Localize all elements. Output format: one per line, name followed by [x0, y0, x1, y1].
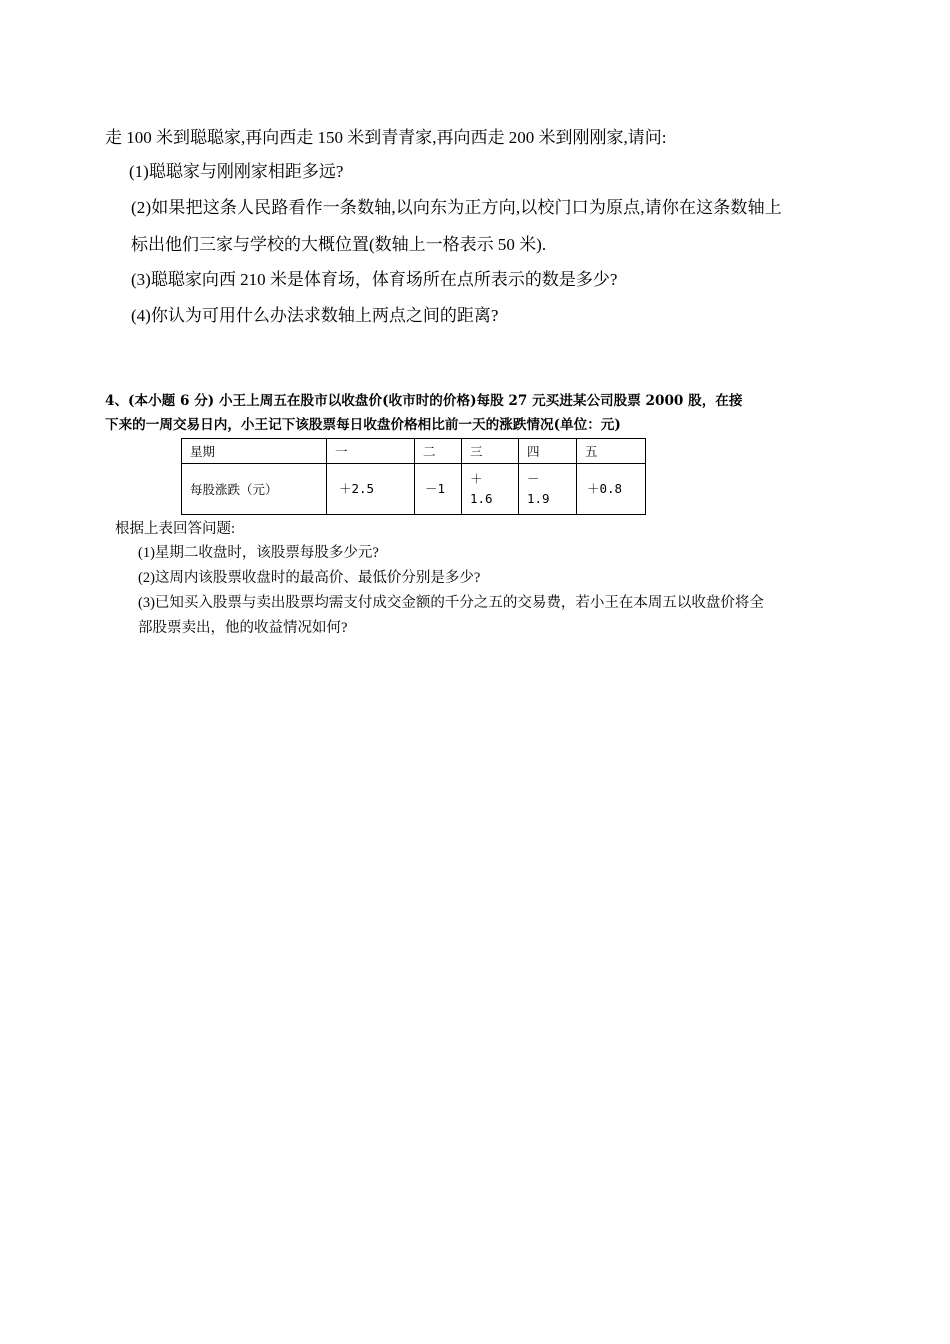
table-row-label: 每股涨跌（元）: [182, 464, 327, 515]
table-row: [182, 464, 646, 515]
problem-4-q3-line2: 部股票卖出，他的收益情况如何?: [138, 620, 348, 636]
problem-4-stem-line1: 4、(本小题 6 分) 小王上周五在股市以收盘价(收市时的价格)每股 27 元买进某公司股票 2000 股，在接: [105, 393, 743, 409]
cell-value-top: ＋: [470, 471, 483, 486]
problem-3-intro: 走 100 米到聪聪家,再向西走 150 米到青青家,再向西走 200 米到刚刚家,请问:: [105, 128, 667, 147]
problem-3-q4: (4)你认为可用什么办法求数轴上两点之间的距离?: [131, 306, 499, 325]
table-header-cell: 五: [577, 439, 646, 464]
table-header-row: [182, 439, 646, 464]
table-cell: [327, 464, 415, 515]
problem-4-lead: 根据上表回答问题:: [115, 521, 236, 537]
problem-4-q2: (2)这周内该股票收盘时的最高价、最低价分别是多少?: [138, 570, 481, 586]
problem-4-q3-line1: (3)已知买入股票与卖出股票均需支付成交金额的千分之五的交易费，若小王在本周五以收盘价将全: [138, 595, 764, 611]
problem-3-q1: (1)聪聪家与刚刚家相距多远?: [129, 162, 344, 181]
problem-4-q1: (1)星期二收盘时，该股票每股多少元?: [138, 545, 379, 561]
problem-3-q3: (3)聪聪家向西 210 米是体育场，体育场所在点所表示的数是多少?: [131, 270, 618, 289]
table-cell: [519, 464, 577, 515]
cell-value-bottom: 1.9: [527, 491, 550, 506]
table-header-cell: 二: [415, 439, 462, 464]
table-cell: [415, 464, 462, 515]
cell-value-bottom: 1.6: [470, 491, 493, 506]
problem-4-stem-line2: 下来的一周交易日内，小王记下该股票每日收盘价格相比前一天的涨跌情况(单位：元): [105, 417, 621, 433]
table-header-cell: 一: [327, 439, 415, 464]
problem-3-q2-line1: (2)如果把这条人民路看作一条数轴,以向东为正方向,以校门口为原点,请你在这条数轴上: [131, 198, 782, 217]
table-header-cell: 四: [519, 439, 577, 464]
cell-value: ＋0.8: [587, 481, 623, 496]
problem-3-q2-line2: 标出他们三家与学校的大概位置(数轴上一格表示 50 米).: [131, 235, 547, 254]
cell-value: －1: [425, 481, 446, 496]
cell-value: ＋2.5: [339, 481, 375, 496]
price-change-table: [181, 438, 646, 515]
table-header-cell: 三: [462, 439, 519, 464]
table-cell: [577, 464, 646, 515]
table-cell: [462, 464, 519, 515]
cell-value-top: －: [527, 471, 540, 486]
table-header-cell: 星期: [182, 439, 327, 464]
